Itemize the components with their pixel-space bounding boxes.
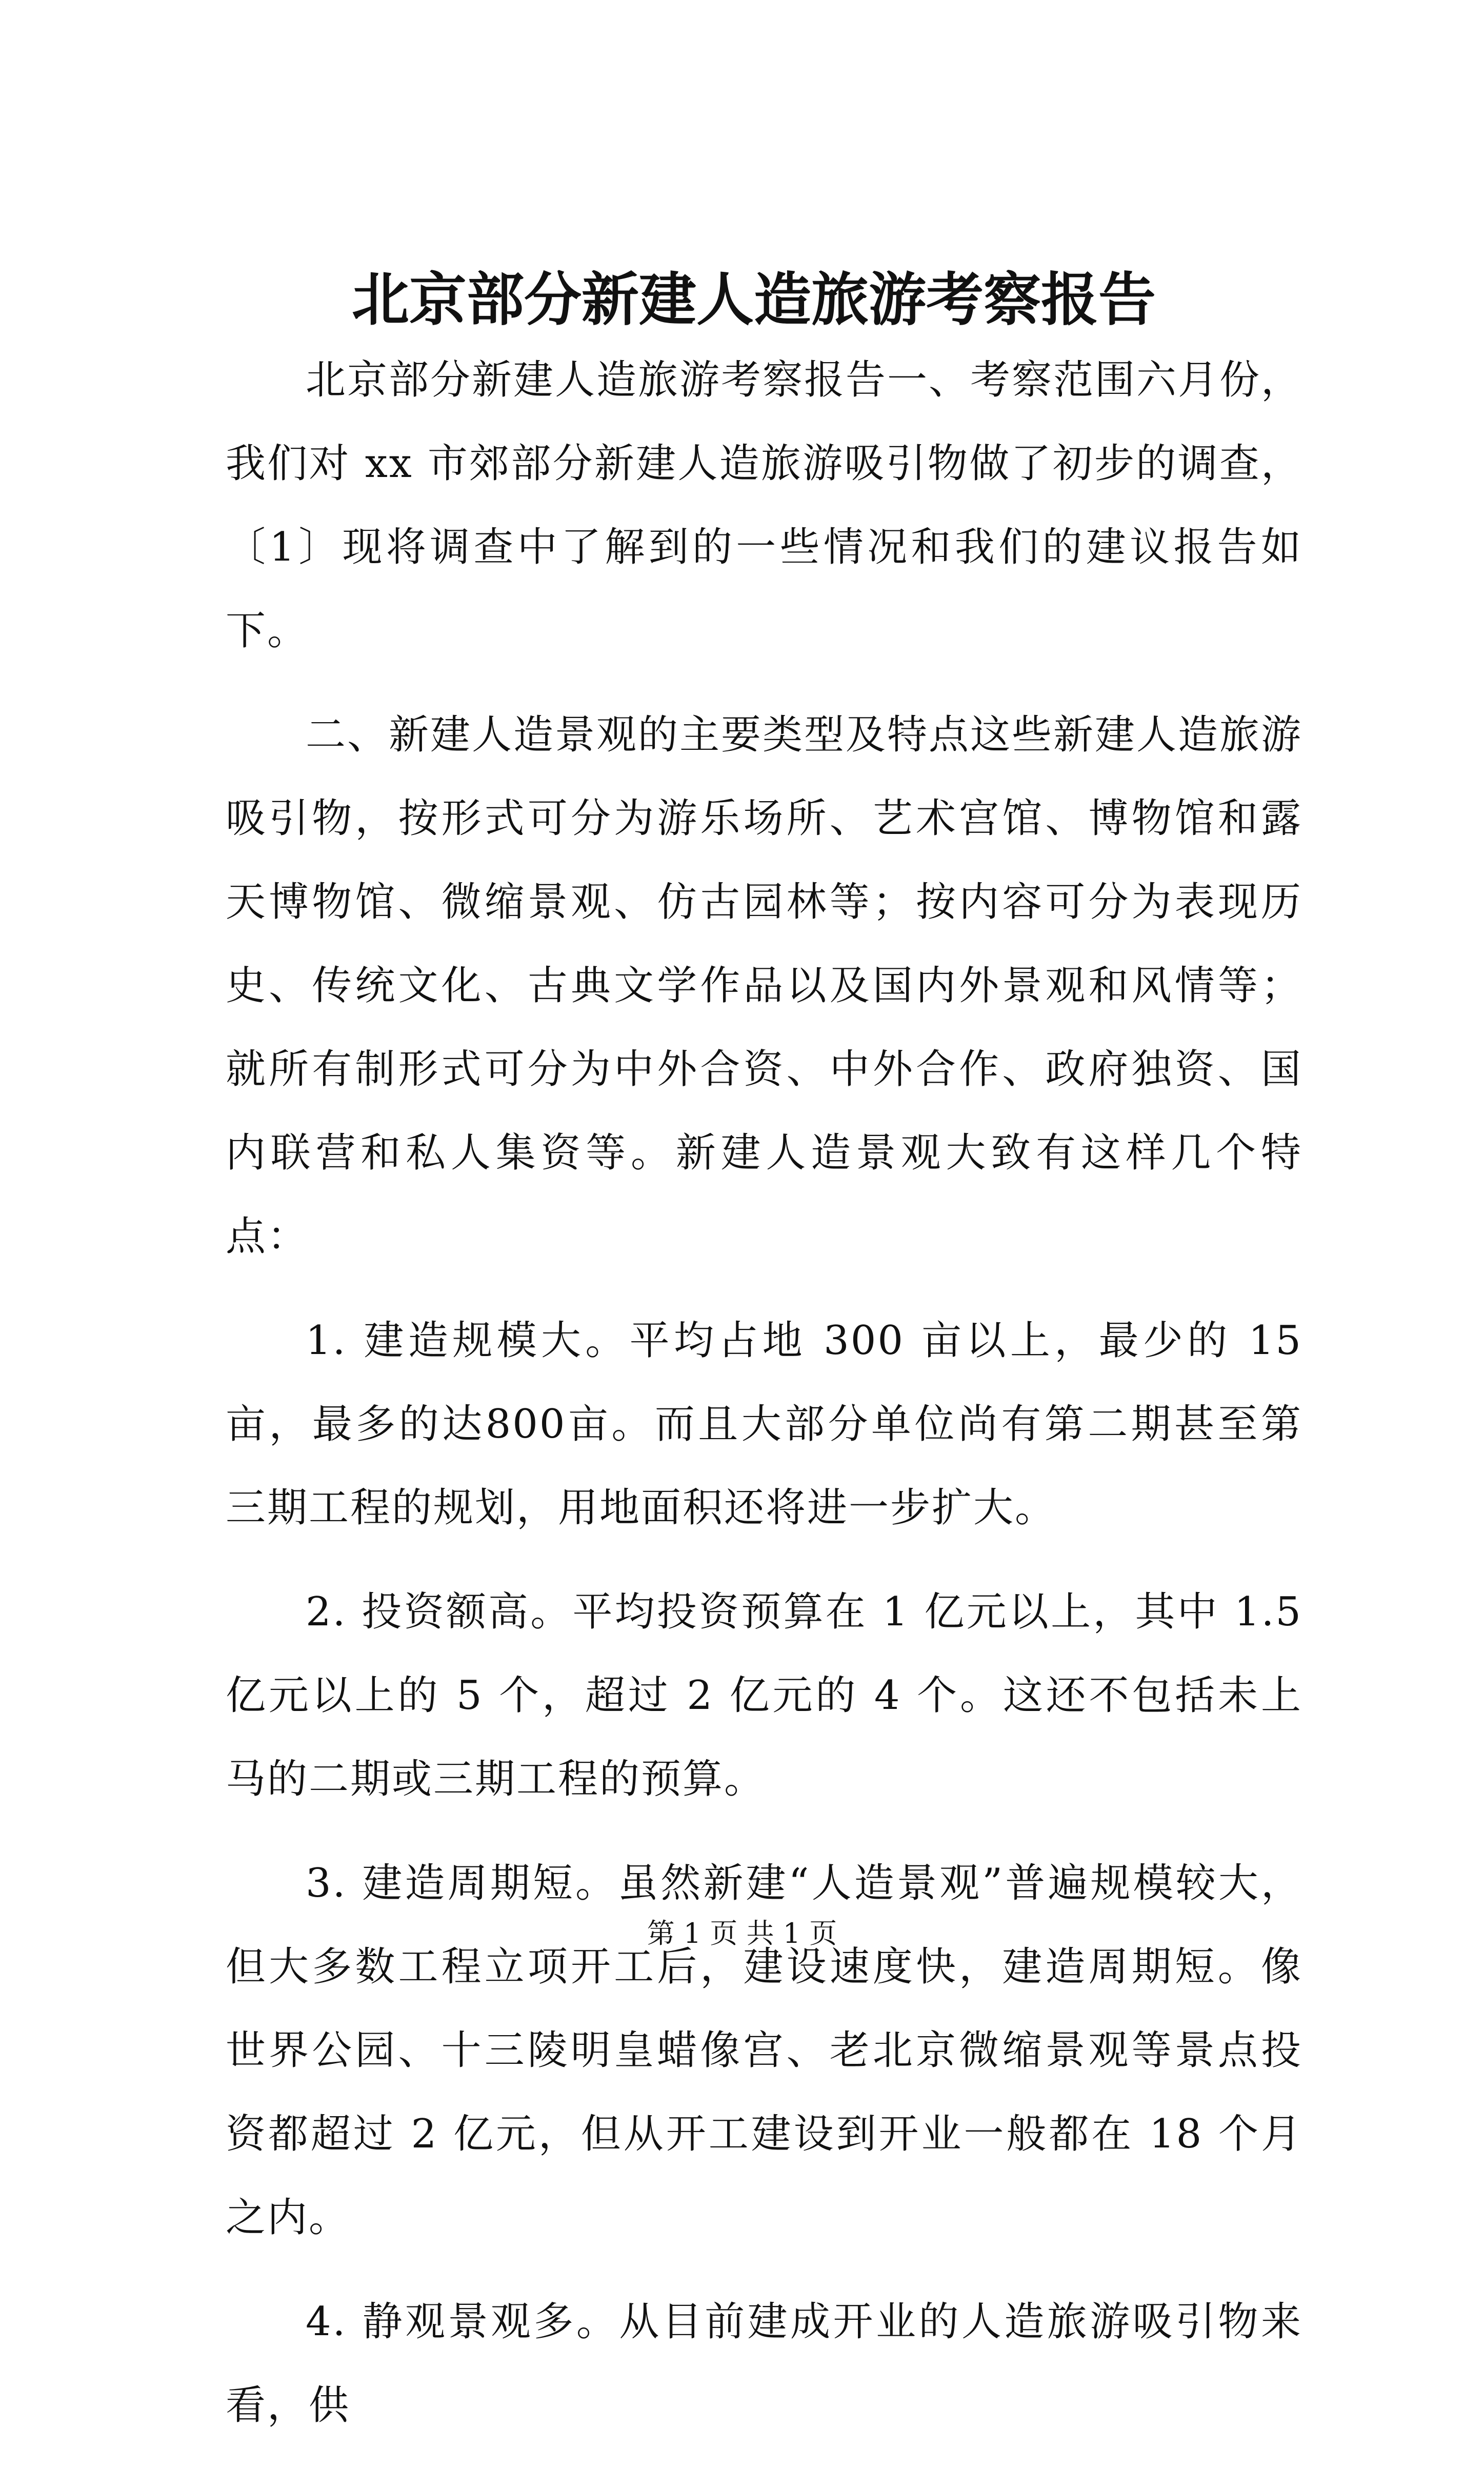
page-footer: 第 1 页 共 1 页: [647, 1917, 837, 1949]
paragraph-point-4: 4. 静观景观多。从目前建成开业的人造旅游吸引物来看，供: [226, 2299, 1302, 2429]
paragraph-types: 二、新建人造景观的主要类型及特点这些新建人造旅游吸引物，按形式可分为游乐场所、艺术宫馆、博物馆和露天博物馆、微缩景观、仿古园林等；按内容可分为表现历史、传统文化、古典文学作品以及国内外景观和风情等；就所有制形式可分为中外合资、中外合作、政府独资、国内联营和私人集资等。新建人造景观大致有这样几个特点：: [226, 712, 1303, 1260]
document-title: 北京部分新建人造旅游考察报告: [352, 266, 1156, 333]
paragraph-point-1: 1. 建造规模大。平均占地 300 亩以上，最少的 15 亩，最多的达800亩。而且大部分单位尚有第二期甚至第三期工程的规划，用地面积还将进一步扩大。: [226, 1318, 1302, 1531]
document-body: [226, 339, 1302, 2468]
paragraph-point-3: 3. 建造周期短。虽然新建“人造景观”普遍规模较大，但大多数工程立项开工后，建设速度快，建造周期短。像世界公园、十三陵明皇蜡像宫、老北京微缩景观等景点投资都超过 2 亿元，但从开工建设到开业一般都在 18 个月之内。: [226, 1860, 1302, 2241]
paragraph-point-2: 2. 投资额高。平均投资预算在 1 亿元以上，其中 1.5 亿元以上的 5 个，超过 2 亿元的 4 个。这还不包括未上马的二期或三期工程的预算。: [226, 1589, 1302, 1802]
paragraph-intro: 北京部分新建人造旅游考察报告一、考察范围六月份，我们对 xx 市郊部分新建人造旅游吸引物做了初步的调查，〔1〕现将调查中了解到的一些情况和我们的建议报告如下。: [226, 357, 1303, 654]
